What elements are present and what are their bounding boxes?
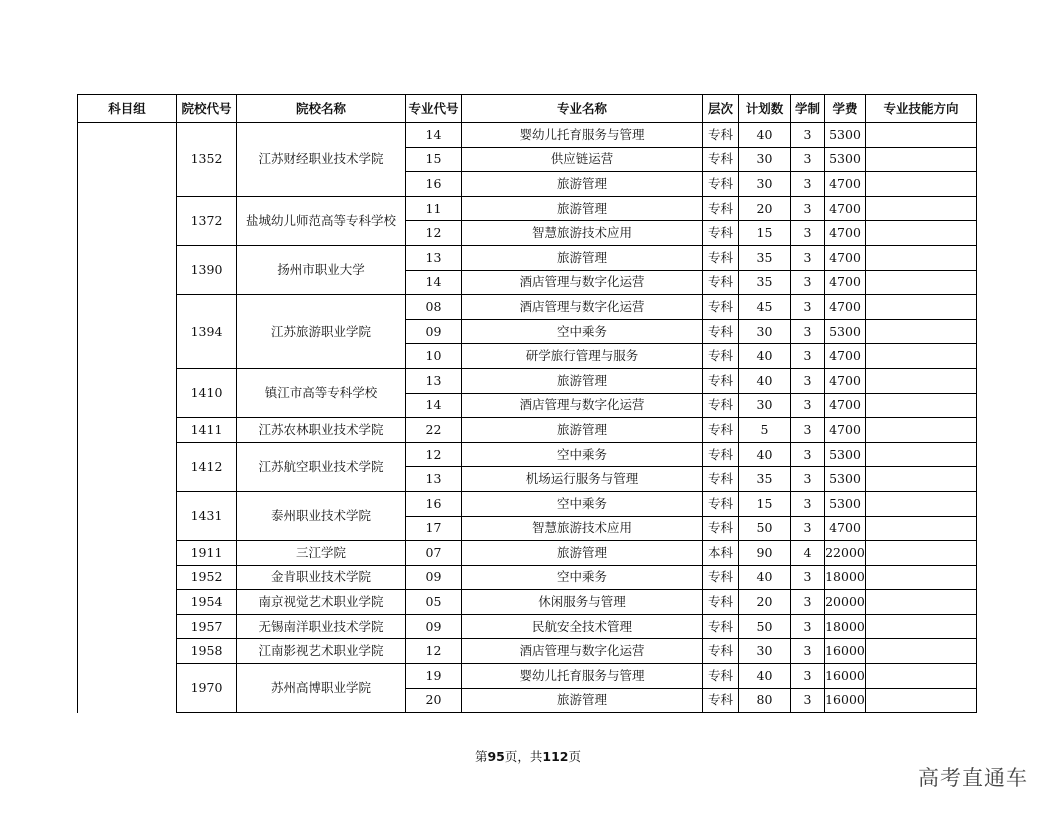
tuition-cell: 18000 <box>825 614 866 639</box>
header-cell: 科目组 <box>78 95 177 123</box>
tuition-cell: 18000 <box>825 565 866 590</box>
level-cell: 专科 <box>703 664 739 689</box>
major-name-cell: 旅游管理 <box>462 541 703 566</box>
major-name-cell: 旅游管理 <box>462 196 703 221</box>
level-cell: 专科 <box>703 565 739 590</box>
skill-direction-cell <box>866 295 977 320</box>
level-cell: 专科 <box>703 172 739 197</box>
school-name-cell: 扬州市职业大学 <box>237 245 406 294</box>
major-name-cell: 旅游管理 <box>462 245 703 270</box>
header-cell: 专业技能方向 <box>866 95 977 123</box>
level-cell: 本科 <box>703 541 739 566</box>
school-name-cell: 江苏旅游职业学院 <box>237 295 406 369</box>
header-cell: 专业代号 <box>406 95 462 123</box>
duration-cell: 3 <box>791 368 825 393</box>
skill-direction-cell <box>866 614 977 639</box>
duration-cell: 4 <box>791 541 825 566</box>
level-cell: 专科 <box>703 442 739 467</box>
tuition-cell: 5300 <box>825 147 866 172</box>
major-code-cell: 14 <box>406 123 462 148</box>
plan-count-cell: 30 <box>739 639 791 664</box>
duration-cell: 3 <box>791 565 825 590</box>
plan-count-cell: 80 <box>739 688 791 713</box>
skill-direction-cell <box>866 688 977 713</box>
skill-direction-cell <box>866 418 977 443</box>
header-cell: 专业名称 <box>462 95 703 123</box>
level-cell: 专科 <box>703 344 739 369</box>
school-name-cell: 盐城幼儿师范高等专科学校 <box>237 196 406 245</box>
major-code-cell: 13 <box>406 245 462 270</box>
duration-cell: 3 <box>791 245 825 270</box>
major-code-cell: 19 <box>406 664 462 689</box>
major-name-cell: 旅游管理 <box>462 418 703 443</box>
tuition-cell: 5300 <box>825 123 866 148</box>
plan-count-cell: 35 <box>739 270 791 295</box>
duration-cell: 3 <box>791 172 825 197</box>
duration-cell: 3 <box>791 664 825 689</box>
duration-cell: 3 <box>791 418 825 443</box>
major-name-cell: 供应链运营 <box>462 147 703 172</box>
major-name-cell: 旅游管理 <box>462 368 703 393</box>
major-code-cell: 09 <box>406 319 462 344</box>
tuition-cell: 16000 <box>825 639 866 664</box>
tuition-cell: 16000 <box>825 688 866 713</box>
plan-count-cell: 30 <box>739 147 791 172</box>
plan-count-cell: 50 <box>739 614 791 639</box>
school-code-cell: 1390 <box>177 245 237 294</box>
tuition-cell: 4700 <box>825 196 866 221</box>
major-code-cell: 16 <box>406 491 462 516</box>
school-name-cell: 江苏农林职业技术学院 <box>237 418 406 443</box>
page-footer <box>0 747 1056 765</box>
level-cell: 专科 <box>703 368 739 393</box>
tuition-cell: 20000 <box>825 590 866 615</box>
major-code-cell: 17 <box>406 516 462 541</box>
header-cell: 院校名称 <box>237 95 406 123</box>
major-name-cell: 智慧旅游技术应用 <box>462 516 703 541</box>
major-name-cell: 空中乘务 <box>462 319 703 344</box>
footer-prefix: 第 <box>474 749 488 764</box>
major-code-cell: 11 <box>406 196 462 221</box>
major-code-cell: 14 <box>406 270 462 295</box>
major-name-cell: 空中乘务 <box>462 565 703 590</box>
level-cell: 专科 <box>703 245 739 270</box>
school-code-cell: 1372 <box>177 196 237 245</box>
tuition-cell: 4700 <box>825 245 866 270</box>
level-cell: 专科 <box>703 196 739 221</box>
tuition-cell: 5300 <box>825 442 866 467</box>
duration-cell: 3 <box>791 147 825 172</box>
plan-count-cell: 5 <box>739 418 791 443</box>
school-code-cell: 1431 <box>177 491 237 540</box>
plan-count-cell: 40 <box>739 664 791 689</box>
tuition-cell: 16000 <box>825 664 866 689</box>
major-name-cell: 休闲服务与管理 <box>462 590 703 615</box>
level-cell: 专科 <box>703 467 739 492</box>
level-cell: 专科 <box>703 491 739 516</box>
skill-direction-cell <box>866 368 977 393</box>
table-row <box>78 590 977 615</box>
table-body <box>78 123 977 713</box>
major-code-cell: 12 <box>406 639 462 664</box>
duration-cell: 3 <box>791 516 825 541</box>
level-cell: 专科 <box>703 516 739 541</box>
school-code-cell: 1970 <box>177 664 237 713</box>
skill-direction-cell <box>866 172 977 197</box>
table-row <box>78 123 977 148</box>
tuition-cell: 4700 <box>825 368 866 393</box>
major-name-cell: 空中乘务 <box>462 442 703 467</box>
skill-direction-cell <box>866 664 977 689</box>
school-code-cell: 1957 <box>177 614 237 639</box>
plan-count-cell: 15 <box>739 491 791 516</box>
major-code-cell: 15 <box>406 147 462 172</box>
tuition-cell: 22000 <box>825 541 866 566</box>
major-code-cell: 05 <box>406 590 462 615</box>
level-cell: 专科 <box>703 221 739 246</box>
table-row <box>78 639 977 664</box>
skill-direction-cell <box>866 491 977 516</box>
duration-cell: 3 <box>791 344 825 369</box>
school-code-cell: 1954 <box>177 590 237 615</box>
skill-direction-cell <box>866 467 977 492</box>
footer-total-pages: 112 <box>542 749 569 764</box>
level-cell: 专科 <box>703 614 739 639</box>
plan-count-cell: 50 <box>739 516 791 541</box>
skill-direction-cell <box>866 590 977 615</box>
school-name-cell: 三江学院 <box>237 541 406 566</box>
school-name-cell: 镇江市高等专科学校 <box>237 368 406 417</box>
level-cell: 专科 <box>703 147 739 172</box>
level-cell: 专科 <box>703 319 739 344</box>
tuition-cell: 4700 <box>825 393 866 418</box>
level-cell: 专科 <box>703 639 739 664</box>
footer-middle: 页，共 <box>504 749 543 764</box>
skill-direction-cell <box>866 123 977 148</box>
tuition-cell: 5300 <box>825 319 866 344</box>
level-cell: 专科 <box>703 418 739 443</box>
table-row <box>78 245 977 270</box>
table-row <box>78 664 977 689</box>
school-code-cell: 1958 <box>177 639 237 664</box>
level-cell: 专科 <box>703 590 739 615</box>
major-name-cell: 酒店管理与数字化运营 <box>462 270 703 295</box>
tuition-cell: 4700 <box>825 172 866 197</box>
major-code-cell: 13 <box>406 467 462 492</box>
skill-direction-cell <box>866 344 977 369</box>
table-row <box>78 565 977 590</box>
level-cell: 专科 <box>703 270 739 295</box>
major-code-cell: 13 <box>406 368 462 393</box>
footer-page-number: 95 <box>487 749 505 764</box>
plan-count-cell: 40 <box>739 344 791 369</box>
plan-count-cell: 30 <box>739 172 791 197</box>
tuition-cell: 4700 <box>825 418 866 443</box>
plan-count-cell: 45 <box>739 295 791 320</box>
duration-cell: 3 <box>791 614 825 639</box>
duration-cell: 3 <box>791 393 825 418</box>
major-name-cell: 机场运行服务与管理 <box>462 467 703 492</box>
major-code-cell: 20 <box>406 688 462 713</box>
school-code-cell: 1412 <box>177 442 237 491</box>
school-name-cell: 苏州高博职业学院 <box>237 664 406 713</box>
skill-direction-cell <box>866 245 977 270</box>
skill-direction-cell <box>866 639 977 664</box>
plan-count-cell: 90 <box>739 541 791 566</box>
level-cell: 专科 <box>703 393 739 418</box>
skill-direction-cell <box>866 196 977 221</box>
plan-count-cell: 30 <box>739 393 791 418</box>
subject-group-cell <box>78 123 177 713</box>
plan-count-cell: 30 <box>739 319 791 344</box>
duration-cell: 3 <box>791 639 825 664</box>
table-row <box>78 368 977 393</box>
skill-direction-cell <box>866 221 977 246</box>
major-name-cell: 婴幼儿托育服务与管理 <box>462 664 703 689</box>
tuition-cell: 5300 <box>825 467 866 492</box>
major-code-cell: 09 <box>406 565 462 590</box>
tuition-cell: 4700 <box>825 295 866 320</box>
duration-cell: 3 <box>791 319 825 344</box>
plan-count-cell: 40 <box>739 565 791 590</box>
major-code-cell: 08 <box>406 295 462 320</box>
major-name-cell: 婴幼儿托育服务与管理 <box>462 123 703 148</box>
skill-direction-cell <box>866 541 977 566</box>
admission-plan-table <box>77 94 977 713</box>
school-name-cell: 江苏航空职业技术学院 <box>237 442 406 491</box>
major-name-cell: 民航安全技术管理 <box>462 614 703 639</box>
school-name-cell: 南京视觉艺术职业学院 <box>237 590 406 615</box>
school-name-cell: 江南影视艺术职业学院 <box>237 639 406 664</box>
header-cell: 院校代号 <box>177 95 237 123</box>
major-name-cell: 酒店管理与数字化运营 <box>462 393 703 418</box>
skill-direction-cell <box>866 516 977 541</box>
tuition-cell: 4700 <box>825 221 866 246</box>
skill-direction-cell <box>866 565 977 590</box>
major-code-cell: 12 <box>406 442 462 467</box>
school-name-cell: 泰州职业技术学院 <box>237 491 406 540</box>
table-header <box>78 95 977 123</box>
duration-cell: 3 <box>791 221 825 246</box>
table-row <box>78 442 977 467</box>
duration-cell: 3 <box>791 295 825 320</box>
skill-direction-cell <box>866 393 977 418</box>
duration-cell: 3 <box>791 491 825 516</box>
skill-direction-cell <box>866 270 977 295</box>
major-name-cell: 研学旅行管理与服务 <box>462 344 703 369</box>
table-row <box>78 491 977 516</box>
skill-direction-cell <box>866 442 977 467</box>
duration-cell: 3 <box>791 270 825 295</box>
duration-cell: 3 <box>791 442 825 467</box>
plan-count-cell: 35 <box>739 467 791 492</box>
school-name-cell: 江苏财经职业技术学院 <box>237 123 406 197</box>
major-name-cell: 空中乘务 <box>462 491 703 516</box>
school-name-cell: 金肯职业技术学院 <box>237 565 406 590</box>
school-code-cell: 1352 <box>177 123 237 197</box>
table-row <box>78 196 977 221</box>
major-code-cell: 10 <box>406 344 462 369</box>
major-name-cell: 旅游管理 <box>462 688 703 713</box>
major-name-cell: 酒店管理与数字化运营 <box>462 295 703 320</box>
plan-count-cell: 20 <box>739 196 791 221</box>
major-name-cell: 智慧旅游技术应用 <box>462 221 703 246</box>
tuition-cell: 5300 <box>825 491 866 516</box>
table-row <box>78 614 977 639</box>
duration-cell: 3 <box>791 688 825 713</box>
major-name-cell: 旅游管理 <box>462 172 703 197</box>
header-cell: 层次 <box>703 95 739 123</box>
duration-cell: 3 <box>791 467 825 492</box>
plan-count-cell: 35 <box>739 245 791 270</box>
major-code-cell: 16 <box>406 172 462 197</box>
major-name-cell: 酒店管理与数字化运营 <box>462 639 703 664</box>
tuition-cell: 4700 <box>825 270 866 295</box>
table-row <box>78 541 977 566</box>
major-code-cell: 14 <box>406 393 462 418</box>
plan-count-cell: 40 <box>739 123 791 148</box>
plan-count-cell: 20 <box>739 590 791 615</box>
level-cell: 专科 <box>703 123 739 148</box>
plan-count-cell: 15 <box>739 221 791 246</box>
school-code-cell: 1952 <box>177 565 237 590</box>
skill-direction-cell <box>866 319 977 344</box>
skill-direction-cell <box>866 147 977 172</box>
table-row <box>78 295 977 320</box>
tuition-cell: 4700 <box>825 516 866 541</box>
footer-suffix: 页 <box>568 749 582 764</box>
header-cell: 计划数 <box>739 95 791 123</box>
duration-cell: 3 <box>791 196 825 221</box>
major-code-cell: 09 <box>406 614 462 639</box>
table-row <box>78 418 977 443</box>
header-cell: 学制 <box>791 95 825 123</box>
duration-cell: 3 <box>791 590 825 615</box>
school-code-cell: 1394 <box>177 295 237 369</box>
tuition-cell: 4700 <box>825 344 866 369</box>
plan-count-cell: 40 <box>739 368 791 393</box>
school-name-cell: 无锡南洋职业技术学院 <box>237 614 406 639</box>
watermark: 高考直通车 <box>918 766 1028 790</box>
school-code-cell: 1411 <box>177 418 237 443</box>
header-cell: 学费 <box>825 95 866 123</box>
school-code-cell: 1410 <box>177 368 237 417</box>
duration-cell: 3 <box>791 123 825 148</box>
plan-count-cell: 40 <box>739 442 791 467</box>
school-code-cell: 1911 <box>177 541 237 566</box>
major-code-cell: 12 <box>406 221 462 246</box>
major-code-cell: 07 <box>406 541 462 566</box>
major-code-cell: 22 <box>406 418 462 443</box>
level-cell: 专科 <box>703 295 739 320</box>
level-cell: 专科 <box>703 688 739 713</box>
